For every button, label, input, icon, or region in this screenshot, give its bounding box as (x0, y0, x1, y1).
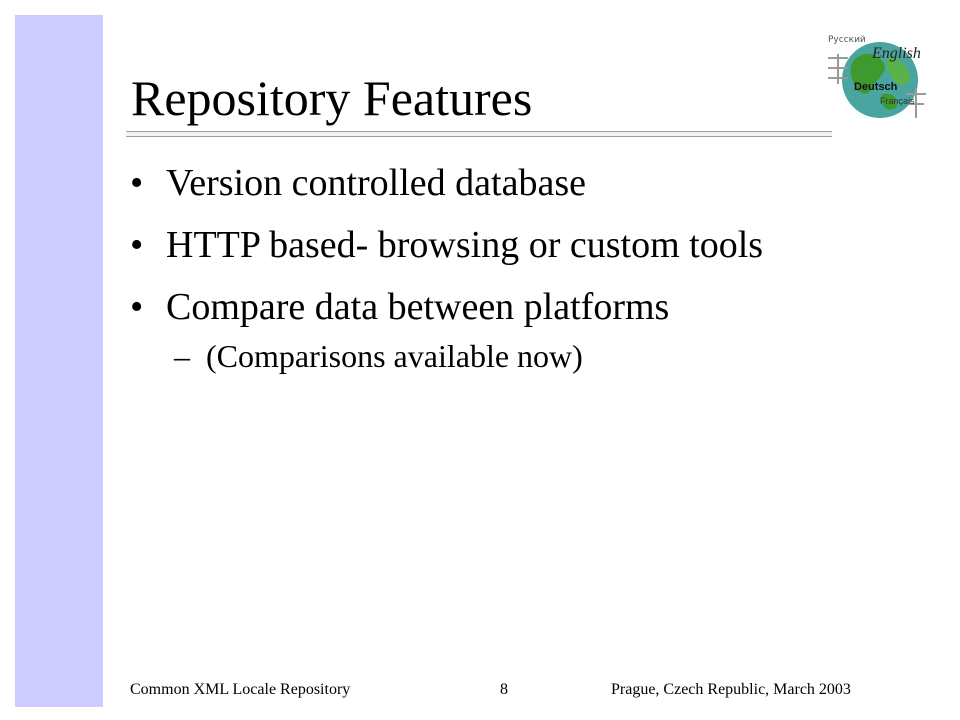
footer-right-text: Prague, Czech Republic, March 2003 (611, 681, 851, 698)
bullet-marker: • (130, 162, 144, 204)
bullet-text: Version controlled database (166, 162, 586, 204)
bullet-item (130, 160, 763, 206)
title-underline (126, 131, 832, 137)
sub-bullet-text: (Comparisons available now) (206, 338, 583, 374)
sub-bullet-marker: – (174, 338, 190, 374)
logo-deutsch-text: Deutsch (854, 81, 898, 93)
logo-francais-text: Français (880, 96, 915, 106)
logo-english-text: English (872, 45, 921, 62)
sub-bullet-item (130, 336, 763, 376)
bullet-item (130, 284, 763, 330)
bullet-text: HTTP based- browsing or custom tools (166, 224, 764, 266)
slide-title: Repository Features (131, 70, 533, 126)
bullet-text: Compare data between platforms (166, 286, 670, 328)
left-accent-bar (15, 15, 103, 707)
bullet-list (130, 160, 763, 376)
bullet-marker: • (130, 224, 144, 266)
footer-left-text: Common XML Locale Repository (130, 681, 351, 698)
globe-languages-icon (822, 28, 930, 124)
bullet-marker: • (130, 286, 144, 328)
logo-russian-text: Русский (828, 35, 866, 45)
bullet-item (130, 222, 763, 268)
page-number: 8 (500, 681, 508, 698)
